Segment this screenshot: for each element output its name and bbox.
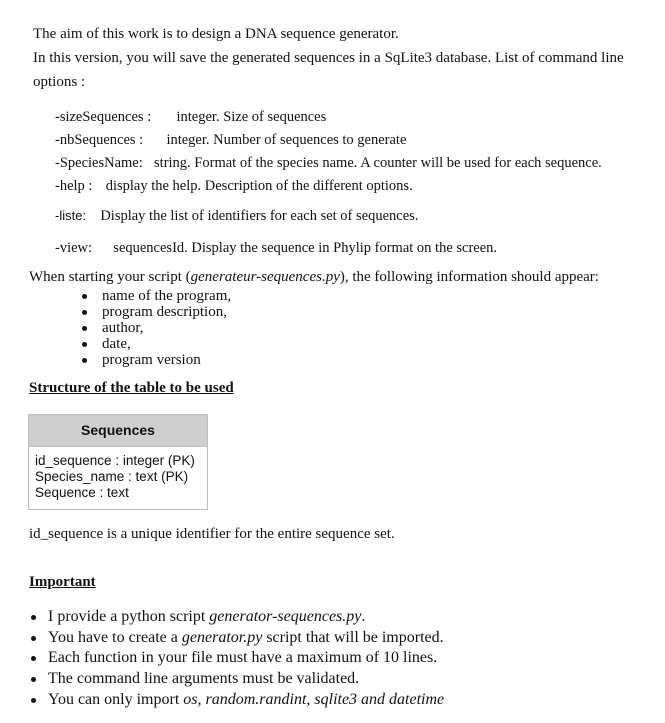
list-item: date, [82, 336, 231, 352]
option-liste [55, 207, 418, 225]
intro-line-1: The aim of this work is to design a DNA sequence generator. [33, 26, 399, 42]
list-item: program version [82, 352, 231, 368]
important-heading: Important [29, 574, 96, 590]
startup-script-name: generateur-sequences.py [190, 269, 340, 285]
option-size [55, 108, 326, 126]
table-name: Sequences [29, 415, 207, 447]
option-nb [55, 131, 406, 149]
table-note: id_sequence is a unique identifier for the entire sequence set. [29, 526, 395, 542]
option-view [55, 239, 497, 257]
option-name: -sizeSequences : [55, 109, 152, 125]
important-list [28, 607, 444, 711]
option-desc: Display the list of identifiers for each set of sequences. [100, 208, 419, 224]
option-desc: integer. Number of sequences to generate [166, 132, 407, 148]
table-structure-heading: Structure of the table to be used [29, 380, 234, 396]
startup-sentence [29, 268, 599, 286]
startup-before: When starting your script ( [29, 269, 191, 285]
list-item: name of the program, [82, 288, 231, 304]
option-name: -SpeciesName: [55, 155, 143, 171]
table-fields [29, 447, 207, 509]
table-field: Sequence : text [35, 485, 129, 500]
option-name: -help : [55, 178, 93, 194]
intro-line-3: options : [33, 74, 86, 90]
option-help [55, 177, 413, 195]
option-name: -nbSequences : [55, 132, 144, 148]
sequences-table [28, 414, 208, 510]
option-desc: sequencesId. Display the sequence in Phylip format on the screen. [113, 240, 498, 256]
option-species [55, 154, 602, 172]
option-name: -liste: [55, 208, 87, 223]
startup-after: ), the following information should appear: [339, 269, 599, 285]
list-item: Each function in your file must have a maximum of 10 lines. [28, 648, 444, 669]
list-item: program description, [82, 304, 231, 320]
list-item: You have to create a generator.py script that will be imported. [28, 628, 444, 649]
intro-line-2: In this version, you will save the generated sequences in a SqLite3 database. List of command line [33, 50, 624, 66]
list-item: You can only import os, random.randint, sqlite3 and datetime [28, 690, 444, 711]
startup-info-list [82, 288, 231, 368]
option-desc: display the help. Description of the different options. [105, 178, 413, 194]
list-item: author, [82, 320, 231, 336]
option-name: -view: [55, 240, 93, 256]
table-field: id_sequence : integer (PK) [35, 453, 195, 468]
option-desc: integer. Size of sequences [176, 109, 327, 125]
option-desc: string. Format of the species name. A counter will be used for each sequence. [154, 155, 602, 171]
list-item: I provide a python script generator-sequences.py. [28, 607, 444, 628]
table-field: Species_name : text (PK) [35, 469, 189, 484]
list-item: The command line arguments must be validated. [28, 669, 444, 690]
